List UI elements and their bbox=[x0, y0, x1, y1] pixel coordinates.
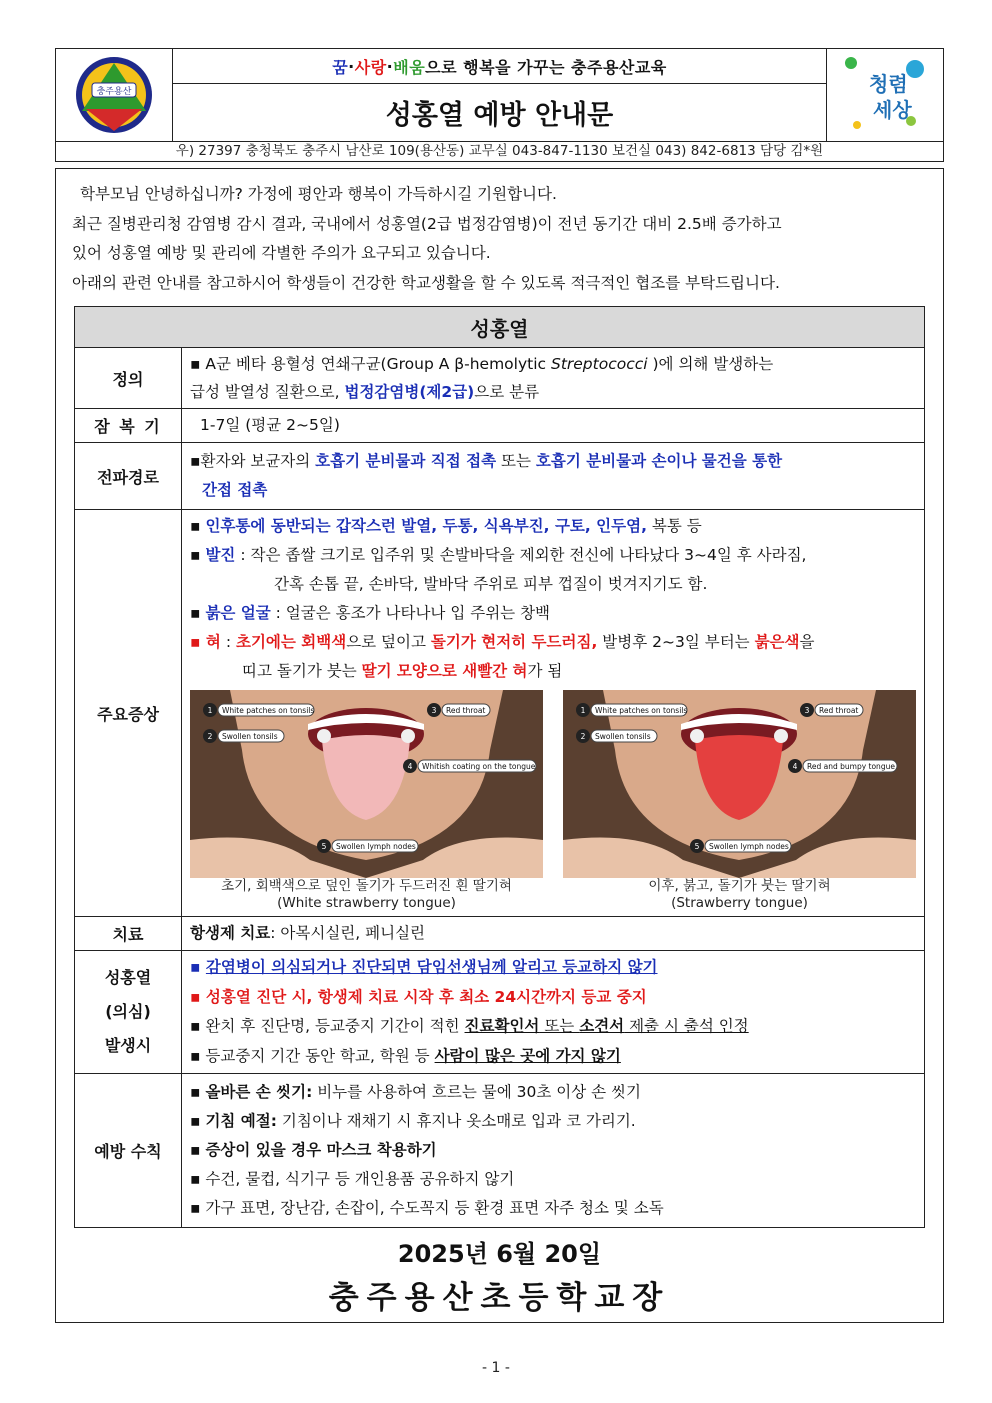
transmission-indirect: 호흡기 분비물과 손이나 물건을 통한 bbox=[535, 452, 783, 470]
callout-number: 2 bbox=[580, 732, 586, 741]
callout-number: 5 bbox=[694, 842, 700, 851]
intro-paragraph bbox=[72, 180, 932, 298]
outbreak-avoid-crowds: 사람이 많은 곳에 가지 않기 bbox=[434, 1046, 621, 1065]
bullet: ▪ bbox=[190, 633, 206, 651]
outbreak-item-4 bbox=[190, 1042, 916, 1072]
definition-text: )에 의해 발생하는 bbox=[647, 355, 774, 373]
transmission-text: 또는 bbox=[496, 452, 536, 470]
bullet: ▪ bbox=[190, 604, 206, 622]
definition-line-2 bbox=[190, 378, 916, 406]
prevention-cough-etiquette: 기침 예절: bbox=[205, 1112, 277, 1130]
callout-number: 2 bbox=[207, 732, 213, 741]
incubation-label: 잠 복 기 bbox=[75, 409, 182, 443]
outbreak-school-suspension: 성홍열 진단 시, 항생제 치료 시작 후 최소 24시간까지 등교 중지 bbox=[205, 987, 647, 1006]
symptom-text: 발병후 2~3일 부터는 bbox=[597, 633, 755, 651]
slogan-part-1: 꿈 bbox=[332, 57, 349, 77]
callout-lymph-nodes: Swollen lymph nodes bbox=[336, 842, 416, 851]
symptom-text: 복통 등 bbox=[646, 517, 702, 535]
symptom-tongue-early: 초기에는 회백색 bbox=[235, 633, 347, 651]
bullet: ▪ bbox=[190, 1141, 206, 1159]
symptom-rash-cont: 간혹 손톱 끝, 손바닥, 발바닥 주위로 피부 껍질이 벗겨지기도 함. bbox=[274, 575, 708, 593]
slogan-part-5: 배움 bbox=[393, 57, 426, 77]
definition-row bbox=[75, 348, 925, 409]
transmission-line-1 bbox=[190, 447, 916, 476]
symptom-face bbox=[190, 599, 916, 628]
letterhead bbox=[55, 48, 944, 142]
slogan-part-6: 으로 행복을 가꾸는 충주용산교육 bbox=[425, 57, 667, 77]
table-heading: 성홍열 bbox=[75, 307, 925, 348]
outbreak-label-3: 발생시 bbox=[104, 1036, 152, 1055]
symptom-text: : 얼굴은 홍조가 나타나나 입 주위는 창백 bbox=[270, 604, 551, 622]
outbreak-text: 제출 시 출석 인정 bbox=[624, 1017, 749, 1035]
callout-number: 3 bbox=[804, 706, 810, 715]
transmission-content bbox=[182, 443, 925, 510]
callout-whitish-coating: Whitish coating on the tongue bbox=[422, 762, 536, 771]
callout-number: 3 bbox=[431, 706, 437, 715]
symptoms-content bbox=[182, 510, 925, 917]
slogan bbox=[172, 49, 827, 84]
symptom-tongue-cont bbox=[190, 657, 916, 686]
symptom-text: 띠고 돌기가 붓는 bbox=[242, 662, 362, 680]
definition-text: 급성 발열성 질환으로, bbox=[190, 383, 345, 401]
bullet: ▪ bbox=[190, 546, 206, 564]
treatment-row bbox=[75, 917, 925, 951]
intro-line-2: 최근 질병관리청 감염병 감시 결과, 국내에서 성홍열(2급 법정감염병)이 전년 동기간 대비 2.5배 증가하고 bbox=[72, 214, 782, 233]
tongue-illustrations bbox=[190, 690, 916, 912]
school-logo-cell bbox=[56, 49, 173, 141]
outbreak-item-1 bbox=[190, 953, 916, 983]
callout-number: 4 bbox=[792, 762, 798, 771]
table-heading-row bbox=[75, 307, 925, 348]
strawberry-caption-2: (Strawberry tongue) bbox=[671, 895, 808, 911]
callout-white-patches: White patches on tonsils bbox=[222, 706, 315, 715]
prevention-item-2 bbox=[190, 1107, 916, 1136]
intro-line-3: 있어 성홍열 예방 및 관리에 각별한 주의가 요구되고 있습니다. bbox=[72, 244, 491, 262]
slogan-part-2: · bbox=[348, 56, 355, 76]
callout-number: 1 bbox=[580, 706, 586, 715]
callout-swollen-tonsils: Swollen tonsils bbox=[222, 732, 278, 741]
outbreak-content bbox=[182, 951, 925, 1074]
treatment-label: 치료 bbox=[75, 917, 182, 951]
prevention-label: 예방 수칙 bbox=[75, 1074, 182, 1228]
prevention-handwashing: 올바른 손 씻기: bbox=[205, 1083, 313, 1101]
symptom-tongue bbox=[190, 628, 916, 657]
symptom-face-title: 붉은 얼굴 bbox=[205, 604, 271, 622]
prevention-row bbox=[75, 1074, 925, 1228]
outbreak-row bbox=[75, 951, 925, 1074]
transmission-label: 전파경로 bbox=[75, 443, 182, 510]
symptom-general bbox=[190, 512, 916, 541]
outbreak-notify-teacher: 감염병이 의심되거나 진단되면 담임선생님께 알리고 등교하지 않기 bbox=[205, 958, 658, 976]
prevention-text: 기침이나 재채기 시 휴지나 옷소매로 입과 코 가리기. bbox=[276, 1112, 636, 1130]
prevention-item-4: ▪ 수건, 물컵, 식기구 등 개인용품 공유하지 않기 bbox=[190, 1170, 515, 1188]
definition-text: 으로 분류 bbox=[474, 383, 540, 401]
symptom-tongue-red: 붉은색 bbox=[754, 633, 800, 651]
symptom-general-highlight: 인후통에 동반되는 갑작스런 발열, 두통, 식욕부진, 구토, 인두염, bbox=[205, 517, 647, 535]
symptom-text: : 작은 좁쌀 크기로 입주위 및 손발바닥을 제외한 전신에 나타났다 3~4일 후 사라짐, bbox=[235, 546, 807, 564]
symptoms-label: 주요증상 bbox=[75, 510, 182, 917]
definition-text: ▪ A군 베타 용혈성 연쇄구균(Group A β-hemolytic bbox=[190, 355, 551, 373]
strawberry-tongue-illustration bbox=[563, 690, 916, 878]
transmission-line-2: 간접 접촉 bbox=[202, 481, 268, 499]
strawberry-caption-1: 이후, 붉고, 돌기가 붓는 딸기혀 bbox=[648, 878, 831, 894]
prevention-content bbox=[182, 1074, 925, 1228]
slogan-part-3: 사랑 bbox=[354, 57, 387, 77]
callout-number: 1 bbox=[207, 706, 213, 715]
callout-number: 5 bbox=[321, 842, 327, 851]
definition-content bbox=[182, 348, 925, 409]
notice-date: 2025년 6월 20일 bbox=[397, 1240, 602, 1268]
outbreak-text: ▪ 등교중지 기간 동안 학교, 학원 등 bbox=[190, 1046, 435, 1065]
symptom-rash-title: 발진 bbox=[205, 546, 236, 564]
school-address: 우) 27397 충청북도 충주시 남산로 109(용산동) 교무실 043-847-1130 보건실 043) 842-6813 담당 김*원 bbox=[55, 142, 944, 162]
integrity-logo-text-1: 청렴 bbox=[869, 72, 908, 96]
integrity-logo-cell bbox=[826, 49, 943, 141]
callout-swollen-tonsils: Swollen tonsils bbox=[595, 732, 651, 741]
scarlet-fever-info-table bbox=[74, 306, 925, 1228]
white-strawberry-caption-1: 초기, 회백색으로 덮인 돌기가 두드러진 흰 딸기혀 bbox=[221, 878, 512, 894]
symptom-text: 으로 덮이고 bbox=[346, 633, 431, 651]
symptom-tongue-title: 혀 bbox=[205, 633, 221, 651]
prevention-text: 비누를 사용하여 흐르는 물에 30초 이상 손 씻기 bbox=[312, 1083, 641, 1101]
transmission-text: ▪환자와 보균자의 bbox=[190, 452, 316, 470]
symptom-text: 을 bbox=[799, 633, 815, 651]
treatment-drugs: : 아목시실린, 페니실린 bbox=[270, 924, 426, 942]
outbreak-medical-certificate: 진료확인서 bbox=[464, 1017, 540, 1035]
outbreak-text: ▪ 완치 후 진단명, 등교중지 기간이 적힌 bbox=[190, 1017, 465, 1035]
treatment-content bbox=[182, 917, 925, 951]
bullet: ▪ bbox=[190, 1083, 206, 1101]
callout-red-bumpy-tongue: Red and bumpy tongue bbox=[807, 762, 895, 771]
outbreak-doctor-note: 소견서 bbox=[579, 1017, 625, 1035]
white-strawberry-tongue-figure bbox=[190, 690, 543, 912]
callout-lymph-nodes: Swollen lymph nodes bbox=[709, 842, 789, 851]
slogan-part-4: · bbox=[386, 56, 394, 76]
strawberry-tongue-figure bbox=[563, 690, 916, 912]
callout-white-patches: White patches on tonsils bbox=[595, 706, 688, 715]
prevention-item-1 bbox=[190, 1078, 916, 1107]
bullet: ▪ bbox=[190, 958, 206, 976]
transmission-direct: 호흡기 분비물과 직접 접촉 bbox=[315, 452, 497, 470]
symptom-text: 가 됨 bbox=[527, 662, 563, 680]
treatment-title: 항생제 치료 bbox=[190, 924, 271, 942]
definition-label: 정의 bbox=[75, 348, 182, 409]
school-emblem-icon bbox=[56, 49, 172, 141]
definition-classification: 법정감염병(제2급) bbox=[344, 383, 475, 401]
outbreak-label-1: 성홍열 bbox=[104, 968, 152, 987]
outbreak-label-2: (의심) bbox=[105, 1002, 151, 1021]
incubation-content: 1-7일 (평균 2~5일) bbox=[182, 409, 925, 443]
page-number: - 1 - bbox=[482, 1360, 510, 1376]
prevention-mask: 증상이 있을 경우 마스크 착용하기 bbox=[205, 1141, 437, 1159]
bullet: ▪ bbox=[190, 1112, 206, 1130]
symptom-strawberry-tongue: 딸기 모양으로 새빨간 혀 bbox=[361, 662, 528, 680]
white-strawberry-caption-2: (White strawberry tongue) bbox=[277, 895, 456, 911]
symptom-rash bbox=[190, 541, 916, 570]
symptom-tongue-papillae: 돌기가 현저히 두드러짐, bbox=[430, 633, 598, 651]
intro-line-1: 학부모님 안녕하십니까? 가정에 평안과 행복이 가득하시길 기원합니다. bbox=[80, 185, 557, 203]
integrity-logo-text-2: 세상 bbox=[873, 98, 912, 122]
bullet: ▪ bbox=[190, 987, 206, 1006]
principal-signature: 충주용산초등학교장 bbox=[328, 1280, 671, 1316]
integrity-logo-icon bbox=[827, 49, 943, 141]
definition-line-1 bbox=[190, 350, 916, 378]
intro-line-4: 아래의 관련 안내를 참고하시어 학생들이 건강한 학교생활을 할 수 있도록 적극적인 협조를 부탁드립니다. bbox=[72, 273, 780, 292]
callout-red-throat: Red throat bbox=[819, 706, 859, 715]
definition-pathogen: Streptococci bbox=[550, 355, 648, 373]
white-strawberry-tongue-illustration bbox=[190, 690, 543, 878]
callout-red-throat: Red throat bbox=[446, 706, 486, 715]
callout-number: 4 bbox=[407, 762, 413, 771]
outbreak-text: 또는 bbox=[539, 1017, 580, 1035]
incubation-row bbox=[75, 409, 925, 443]
school-logo-text: 충주용산 bbox=[96, 87, 132, 97]
outbreak-label bbox=[75, 951, 182, 1074]
transmission-row bbox=[75, 443, 925, 510]
outbreak-item-3 bbox=[190, 1012, 916, 1042]
symptoms-row bbox=[75, 510, 925, 917]
prevention-item-3 bbox=[190, 1136, 916, 1165]
document-title: 성홍열 예방 안내문 bbox=[385, 99, 614, 131]
symptom-text: : bbox=[220, 633, 236, 651]
prevention-item-5: ▪ 가구 표면, 장난감, 손잡이, 수도꼭지 등 환경 표면 자주 청소 및 소독 bbox=[190, 1199, 664, 1217]
bullet: ▪ bbox=[190, 517, 206, 535]
outbreak-item-2 bbox=[190, 983, 916, 1013]
